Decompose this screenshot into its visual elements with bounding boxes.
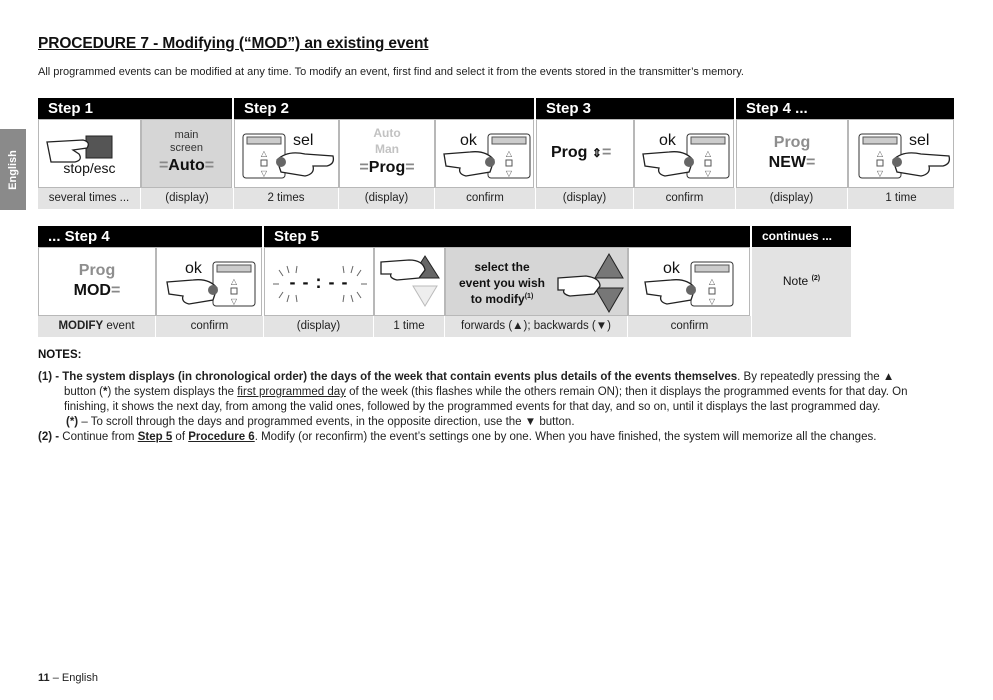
caption-display: (display) xyxy=(264,316,374,337)
caption-confirm: confirm xyxy=(435,188,536,209)
svg-text:▽: ▽ xyxy=(876,169,884,178)
new-display: NEW= xyxy=(768,154,816,171)
remote-press-icon xyxy=(635,120,734,188)
sel-label: sel xyxy=(293,132,314,149)
step-1-header: Step 1 xyxy=(38,98,232,119)
svg-text:▽: ▽ xyxy=(505,169,513,178)
remote-press-icon xyxy=(235,120,339,188)
ok-label: ok xyxy=(663,260,680,277)
caption-confirm: confirm xyxy=(156,316,264,337)
step-2-header: Step 2 xyxy=(234,98,534,119)
page-title: PROCEDURE 7 - Modifying (“MOD”) an existing event xyxy=(38,35,429,52)
step-4-header: Step 4 ... xyxy=(736,98,954,119)
step-5-header: Step 5 xyxy=(264,226,750,247)
panel-note xyxy=(752,247,851,337)
step-3-header: Step 3 xyxy=(536,98,734,119)
svg-text:△: △ xyxy=(230,277,238,286)
note-1: (1) - The system displays (in chronological order) the days of the week that contain events plus details of the events themselves. By repeatedly pressing the ▲ button (*) the system displays the first programmed day of the week (this flashes while the others remain ON); then it displays the programmed events for that day. On finishing, it shows the next day, from among the valid ones, followed by the programmed events for that day, and so on, until it displays the last programmed day. (*) – To scroll through the days and programmed events, in the opposite direction, use the ▼ button. xyxy=(38,371,908,428)
main-label: main xyxy=(174,129,199,141)
svg-text:△: △ xyxy=(876,149,884,158)
up-down-arrows-press-icon xyxy=(446,248,628,316)
intro-text: All programmed events can be modified at any time. To modify an event, first find and select it from the events stored in the transmitter’s memory. xyxy=(38,66,744,78)
caption-2-times: 2 times xyxy=(234,188,339,209)
remote-press-icon xyxy=(157,248,262,316)
caption-1-time: 1 time xyxy=(374,316,445,337)
panel-prog-mod xyxy=(38,247,156,316)
man-option: Man xyxy=(375,142,399,156)
ok-label: ok xyxy=(659,132,676,149)
panel-stop-esc xyxy=(38,119,141,188)
panel-ok-press-2 xyxy=(634,119,734,188)
svg-text:△: △ xyxy=(704,149,712,158)
caption-1-time: 1 time xyxy=(848,188,954,209)
note-2: (2) - Continue from Step 5 of Procedure 6. Modify (or reconfirm) the event’s settings one by one. When you have finished, the system will memorize all the changes. xyxy=(38,431,877,443)
finger-press-icon xyxy=(39,120,141,188)
panel-main-screen xyxy=(141,119,232,188)
panel-sel-press-2 xyxy=(848,119,954,188)
caption-display: (display) xyxy=(339,188,435,209)
panel-ok-press-1 xyxy=(435,119,534,188)
auto-option: Auto xyxy=(373,126,401,140)
select-line-3: to modify$^{(1)}$ xyxy=(470,292,534,306)
remote-press-icon xyxy=(436,120,534,188)
svg-text:▽: ▽ xyxy=(230,297,238,306)
svg-text:▽: ▽ xyxy=(704,169,712,178)
panel-flashing-display xyxy=(264,247,374,316)
panel-ok-press-3 xyxy=(156,247,262,316)
svg-text:△: △ xyxy=(505,149,513,158)
caption-several-times: several times ... xyxy=(38,188,141,209)
caption-confirm: confirm xyxy=(628,316,752,337)
svg-text:△: △ xyxy=(708,277,716,286)
panel-ok-press-4 xyxy=(628,247,750,316)
svg-text:▽: ▽ xyxy=(708,297,716,306)
note-reference: Note $^{(2)}$ xyxy=(782,274,821,288)
remote-press-icon xyxy=(849,120,954,188)
auto-display: =Auto= xyxy=(158,157,215,174)
prog-grey-label: Prog xyxy=(773,134,811,151)
panel-select-event xyxy=(445,247,628,316)
caption-display: (display) xyxy=(141,188,234,209)
page-footer: 11 – English xyxy=(38,672,98,684)
caption-forwards-backwards: forwards (▲); backwards (▼) xyxy=(445,316,628,337)
remote-press-icon xyxy=(629,248,750,316)
caption-display: (display) xyxy=(736,188,848,209)
panel-press-up xyxy=(374,247,445,316)
stop-esc-label: stop/esc xyxy=(63,160,116,176)
svg-text:▽: ▽ xyxy=(260,169,268,178)
prog-grey-label: Prog xyxy=(78,262,116,279)
caption-confirm: confirm xyxy=(634,188,736,209)
panel-sel-press xyxy=(234,119,339,188)
svg-text:△: △ xyxy=(260,149,268,158)
ok-label: ok xyxy=(185,260,202,277)
panel-prog-display xyxy=(536,119,634,188)
continues-header: continues ... xyxy=(752,226,851,247)
sel-label: sel xyxy=(909,132,930,149)
caption-display: (display) xyxy=(536,188,634,209)
select-line-2: event you wish xyxy=(458,276,546,290)
prog-word: Prog ⇕= xyxy=(551,144,612,161)
select-line-1: select the xyxy=(474,260,530,274)
mod-display: MOD= xyxy=(73,282,121,299)
prog-display: =Prog= xyxy=(359,159,415,176)
step-4-continued-header: ... Step 4 xyxy=(38,226,262,247)
notes-heading: NOTES: xyxy=(38,349,82,361)
dash-display: - - : - - xyxy=(289,272,349,292)
caption-modify-event: MODIFY event xyxy=(38,316,156,337)
panel-prog-select xyxy=(339,119,435,188)
screen-label: screen xyxy=(169,142,204,154)
ok-label: ok xyxy=(460,132,477,149)
up-arrow-press-icon xyxy=(375,248,445,316)
language-side-tab: English xyxy=(0,129,26,210)
panel-prog-new xyxy=(736,119,848,188)
